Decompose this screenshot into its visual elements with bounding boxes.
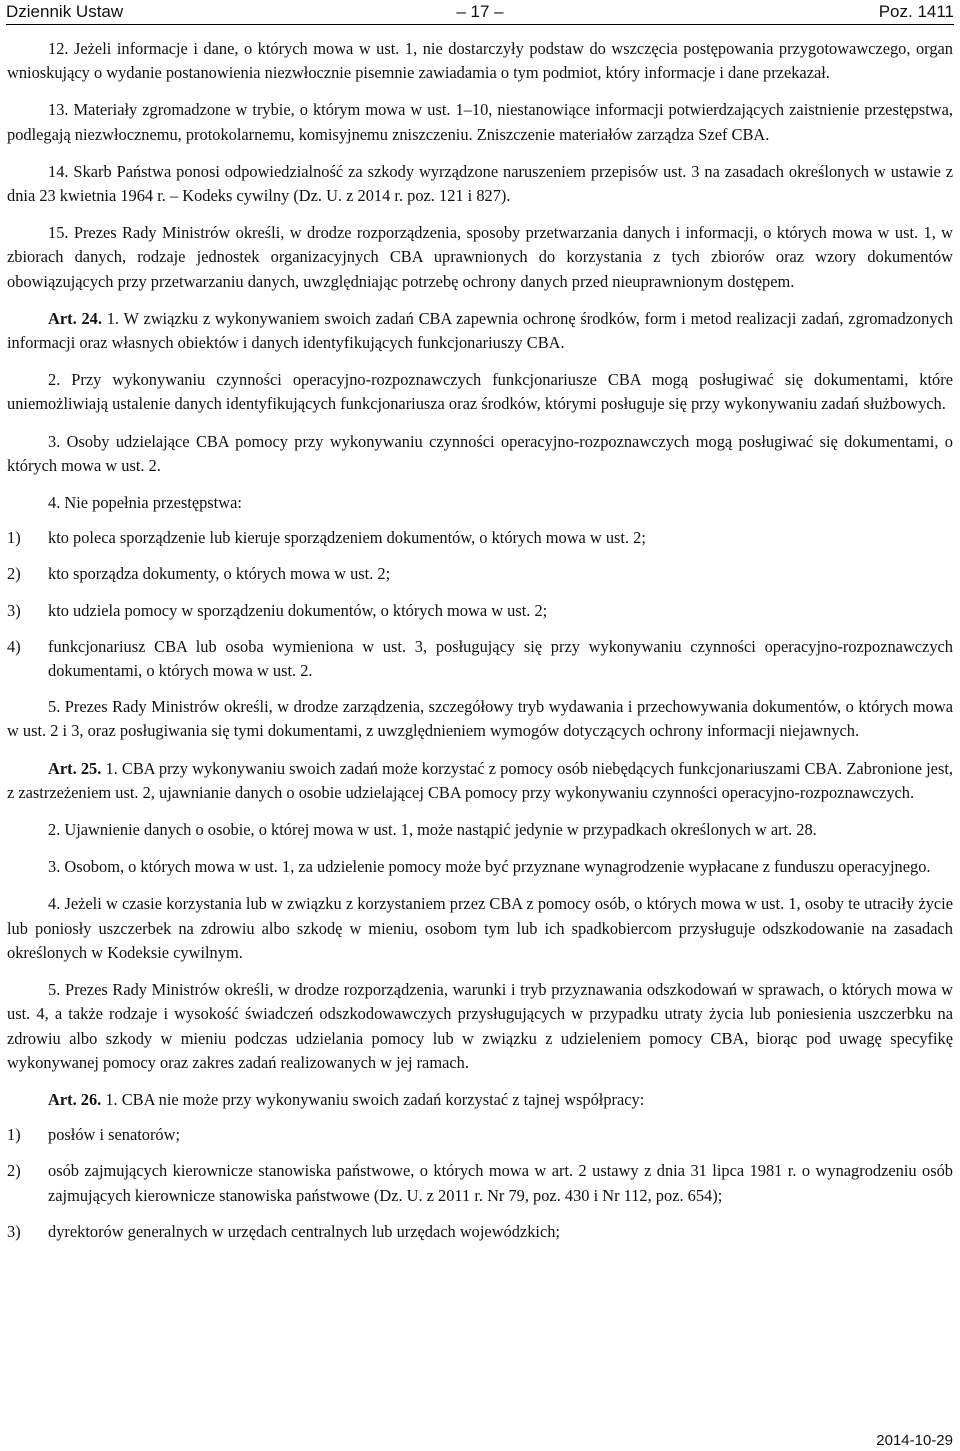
- list-item-number: 2): [7, 1161, 21, 1181]
- article-26-heading: Art. 26.: [48, 1089, 102, 1109]
- article-24-heading: Art. 24.: [48, 308, 102, 328]
- footer-date: 2014-10-29: [876, 1432, 953, 1449]
- article-25-heading: Art. 25.: [48, 758, 102, 778]
- article-25-paragraph-4: 4. Jeżeli w czasie korzystania lub w związku z korzystaniem przez CBA z pomocy osób, o których mowa w ust. 1, osoby te utraciły życie lub poniosły uszczerbek na zdrowiu albo szkodę w mieniu, osobom tym lub ich spadkobiercom przysługuje odszkodowanie na zasadach określonych w Kodeksie cywilnym.: [7, 894, 953, 962]
- position-number: Poz. 1411: [878, 2, 954, 21]
- article-24-paragraph-3: 3. Osoby udzielające CBA pomocy przy wykonywaniu czynności operacyjno-rozpoznawczych mogą posługiwać się dokumentami, o których mowa w ust. 2.: [7, 431, 953, 475]
- list-item: [7, 1159, 953, 1207]
- list-item: [7, 1123, 953, 1147]
- article-25-text: 1. CBA przy wykonywaniu swoich zadań może korzystać z pomocy osób niebędących funkcjonariuszami CBA. Zabronione jest, z zastrzeżeniem ust. 2, ujawnianie danych o osobie udzielającej CBA pomocy przy wykonywaniu czynności operacyjno-rozpoznawczych.: [7, 758, 953, 802]
- article-25-paragraph-2: 2. Ujawnienie danych o osobie, o której mowa w ust. 1, może nastąpić jedynie w przypadkach określonych w art. 28.: [48, 820, 817, 840]
- article-26-text: 1. CBA nie może przy wykonywaniu swoich zadań korzystać z tajnej współpracy:: [101, 1089, 645, 1109]
- list-item-text: kto sporządza dokumenty, o których mowa w ust. 2;: [48, 564, 391, 584]
- paragraph-14: 14. Skarb Państwa ponosi odpowiedzialność za szkody wyrządzone naruszeniem przepisów ust. 3 na zasadach określonych w ustawie z dnia 23 kwietnia 1964 r. – Kodeks cywilny (Dz. U. z 2014 r. poz. 121 i 827).: [7, 161, 953, 206]
- page-number: – 17 –: [456, 2, 504, 21]
- list-item-number: 2): [7, 564, 21, 584]
- paragraph-13: 13. Materiały zgromadzone w trybie, o którym mowa w ust. 1–10, niestanowiące informacji potwierdzających zaistnienie przestępstwa, podlegają niezwłocznemu, protokolarnemu, komisyjnemu zniszczeniu. Zniszczenie materiałów zarządza Szef CBA.: [7, 100, 953, 144]
- list-item-number: 1): [7, 528, 21, 548]
- list-item-text: osób zajmujących kierownicze stanowiska państwowe, o których mowa w art. 2 ustawy z dnia 31 lipca 1981 r. o wynagrodzeniu osób zajmujących kierownicze stanowiska państwowe (Dz. U. z 2011 r. Nr 79, poz. 430 i Nr 112, poz. 654);: [48, 1161, 953, 1205]
- page-header: [6, 0, 954, 25]
- list-item-number: 3): [7, 1221, 21, 1241]
- list-item: [7, 635, 953, 683]
- list-item-text: kto udziela pomocy w sporządzeniu dokumentów, o których mowa w ust. 2;: [48, 600, 548, 620]
- list-item-number: 3): [7, 600, 21, 620]
- list-item: [7, 526, 953, 550]
- article-25-paragraph-1: [7, 757, 953, 805]
- paragraph-15: 15. Prezes Rady Ministrów określi, w drodze rozporządzenia, sposoby przetwarzania danych i informacji, o których mowa w ust. 1, w zbiorach danych, rodzaje jednostek organizacyjnych CBA uprawnionych do korzystania z tych zbiorów oraz wzory dokumentów obowiązujących przy przetwarzaniu danych, uwzględniając potrzebę ochrony danych przed nieuprawnionym dostępem.: [7, 223, 953, 291]
- list-item: [7, 1220, 953, 1244]
- article-24-paragraph-2: 2. Przy wykonywaniu czynności operacyjno-rozpoznawczych funkcjonariusze CBA mogą posługiwać się dokumentami, które uniemożliwiają ustalenie danych identyfikujących funkcjonariusza oraz środków, którymi posługuje się przy wykonywaniu zadań służbowych.: [7, 370, 953, 414]
- paragraph-12: 12. Jeżeli informacje i dane, o których mowa w ust. 1, nie dostarczyły podstaw do wszczęcia postępowania przygotowawczego, organ wnioskujący o wydanie postanowienia niezwłocznie pisemnie zawiadamia o tym podmiot, który informacje i dane przekazał.: [7, 39, 953, 83]
- article-24-paragraph-5: 5. Prezes Rady Ministrów określi, w drodze zarządzenia, szczegółowy tryb wydawania i przechowywania dokumentów, o których mowa w ust. 2 i 3, oraz posługiwania się tymi dokumentami, z uwzględnieniem wymogów dotyczących ochrony informacji niejawnych.: [7, 697, 953, 741]
- article-26-paragraph-1: [7, 1088, 953, 1112]
- list-item-text: dyrektorów generalnych w urzędach centralnych lub urzędach wojewódzkich;: [48, 1221, 560, 1241]
- document-body: [7, 37, 953, 1256]
- article-24-paragraph-1: [7, 307, 953, 355]
- list-item-text: posłów i senatorów;: [48, 1125, 181, 1145]
- list-item: [7, 599, 953, 623]
- list-item-text: funkcjonariusz CBA lub osoba wymieniona w ust. 3, posługujący się przy wykonywaniu czynności operacyjno-rozpoznawczych dokumentami, o których mowa w ust. 2.: [48, 636, 953, 681]
- list-item-number: 4): [7, 636, 21, 656]
- journal-title: Dziennik Ustaw: [6, 2, 124, 21]
- article-24-paragraph-4: 4. Nie popełnia przestępstwa:: [48, 493, 242, 513]
- article-25-paragraph-5: 5. Prezes Rady Ministrów określi, w drodze rozporządzenia, warunki i tryb przyznawania odszkodowań w sprawach, o których mowa w ust. 4, a także rodzaje i wysokość świadczeń odszkodowawczych przysługujących w przypadku utraty życia lub poniesienia uszczerbku na zdrowiu albo szkody w mieniu podczas udzielania pomocy lub w związku z udzieleniem pomocy CBA, biorąc pod uwagę specyfikę wykonywanej pomocy oraz zakres zadań realizowanych w jej ramach.: [7, 980, 953, 1072]
- article-24-text: 1. W związku z wykonywaniem swoich zadań CBA zapewnia ochronę środków, form i metod realizacji zadań, zgromadzonych informacji oraz własnych obiektów i danych identyfikujących funkcjonariuszy CBA.: [7, 308, 953, 353]
- article-25-paragraph-3: 3. Osobom, o których mowa w ust. 1, za udzielenie pomocy może być przyznane wynagrodzenie wypłacane z funduszu operacyjnego.: [48, 857, 931, 877]
- list-item: [7, 562, 953, 586]
- list-item-text: kto poleca sporządzenie lub kieruje sporządzeniem dokumentów, o których mowa w ust. 2;: [48, 528, 646, 548]
- list-item-number: 1): [7, 1125, 21, 1145]
